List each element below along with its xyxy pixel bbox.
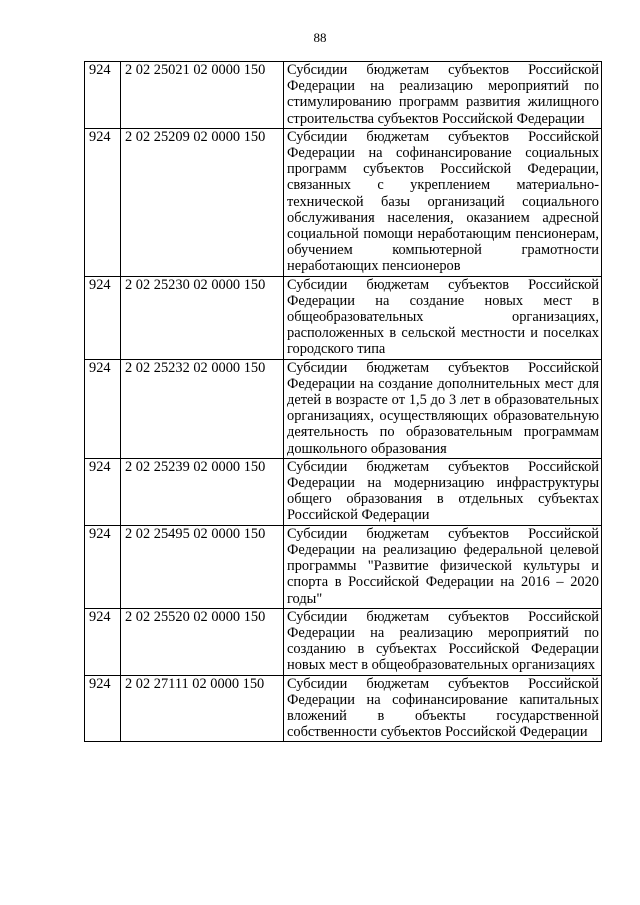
revenue-description-cell: Субсидии бюджетам субъектов Российской Федерации на софинансирование капитальных вложений в объекты государственной собственности субъектов Российской Федерации xyxy=(284,675,602,742)
revenue-description-cell: Субсидии бюджетам субъектов Российской Федерации на создание дополнительных мест для детей в возрасте от 1,5 до 3 лет в образовательных организациях, осуществляющих образовательную деятельность по образовательным программам дошкольного образования xyxy=(284,359,602,458)
table-row xyxy=(85,675,602,742)
page-number: 88 xyxy=(313,30,327,45)
budget-revenue-table xyxy=(84,61,602,742)
administrator-code-cell: 924 xyxy=(85,359,121,458)
revenue-description-cell: Субсидии бюджетам субъектов Российской Федерации на создание новых мест в общеобразовательных организациях, расположенных в сельской местности и поселках городского типа xyxy=(284,276,602,359)
budget-classification-code-cell: 2 02 27111 02 0000 150 xyxy=(121,675,284,742)
budget-classification-code-cell: 2 02 25232 02 0000 150 xyxy=(121,359,284,458)
table-row xyxy=(85,128,602,276)
table-row xyxy=(85,525,602,608)
administrator-code-cell: 924 xyxy=(85,608,121,675)
revenue-description-cell: Субсидии бюджетам субъектов Российской Федерации на реализацию мероприятий по стимулированию программ развития жилищного строительства субъектов Российской Федерации xyxy=(284,62,602,129)
table-row xyxy=(85,359,602,458)
administrator-code-cell: 924 xyxy=(85,525,121,608)
revenue-description-cell: Субсидии бюджетам субъектов Российской Федерации на реализацию мероприятий по созданию в субъектах Российской Федерации новых мест в общеобразовательных организациях xyxy=(284,608,602,675)
table-row xyxy=(85,458,602,525)
budget-classification-code-cell: 2 02 25495 02 0000 150 xyxy=(121,525,284,608)
budget-classification-code-cell: 2 02 25021 02 0000 150 xyxy=(121,62,284,129)
budget-classification-code-cell: 2 02 25239 02 0000 150 xyxy=(121,458,284,525)
budget-classification-code-cell: 2 02 25230 02 0000 150 xyxy=(121,276,284,359)
administrator-code-cell: 924 xyxy=(85,128,121,276)
administrator-code-cell: 924 xyxy=(85,458,121,525)
administrator-code-cell: 924 xyxy=(85,62,121,129)
revenue-description-cell: Субсидии бюджетам субъектов Российской Федерации на реализацию федеральной целевой программы "Развитие физической культуры и спорта в Российской Федерации на 2016 – 2020 годы" xyxy=(284,525,602,608)
revenue-description-cell: Субсидии бюджетам субъектов Российской Федерации на модернизацию инфраструктуры общего образования в отдельных субъектах Российской Федерации xyxy=(284,458,602,525)
table-row xyxy=(85,276,602,359)
revenue-description-cell: Субсидии бюджетам субъектов Российской Федерации на софинансирование социальных программ субъектов Российской Федерации, связанных с укреплением материально-технической базы организаций социального обслуживания населения, оказанием адресной социальной помощи неработающим пенсионерам, обучением компьютерной грамотности неработающих пенсионеров xyxy=(284,128,602,276)
budget-classification-code-cell: 2 02 25209 02 0000 150 xyxy=(121,128,284,276)
administrator-code-cell: 924 xyxy=(85,276,121,359)
administrator-code-cell: 924 xyxy=(85,675,121,742)
table-row xyxy=(85,608,602,675)
budget-classification-code-cell: 2 02 25520 02 0000 150 xyxy=(121,608,284,675)
table-row xyxy=(85,62,602,129)
